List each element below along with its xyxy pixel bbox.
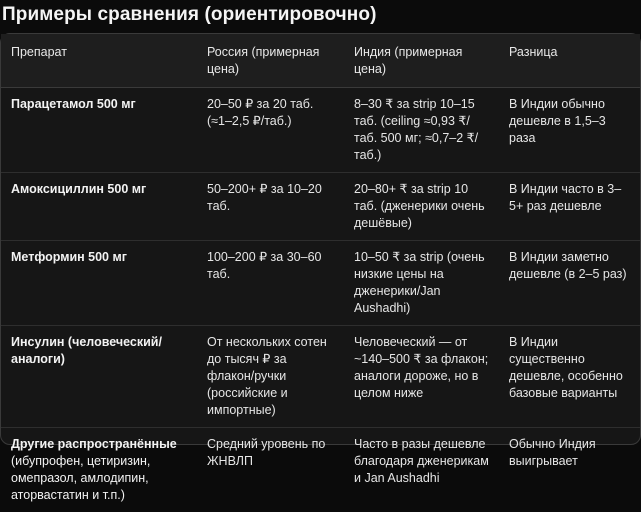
cell-drug bbox=[1, 326, 197, 428]
drug-name: Парацетамол 500 мг bbox=[11, 97, 136, 111]
table-row bbox=[1, 173, 640, 241]
cell-difference: В Индии заметно дешевле (в 2–5 раз) bbox=[499, 241, 640, 326]
cell-russia: 50–200+ ₽ за 10–20 таб. bbox=[197, 173, 344, 241]
cell-india: Человеческий — от ~140–500 ₹ за флакон; аналоги дороже, но в целом ниже bbox=[344, 326, 499, 428]
header-drug: Препарат bbox=[1, 34, 197, 88]
cell-difference: В Индии обычно дешевле в 1,5–3 раза bbox=[499, 88, 640, 173]
cell-difference: В Индии существенно дешевле, особенно базовые варианты bbox=[499, 326, 640, 428]
comparison-table-container bbox=[0, 33, 641, 445]
header-india: Индия (примерная цена) bbox=[344, 34, 499, 88]
table-header-row bbox=[1, 34, 640, 88]
cell-drug bbox=[1, 428, 197, 512]
cell-india: 10–50 ₹ за strip (очень низкие цены на дженерики/Jan Aushadhi) bbox=[344, 241, 499, 326]
header-russia: Россия (примерная цена) bbox=[197, 34, 344, 88]
drug-name: Другие распространённые bbox=[11, 437, 177, 451]
table-row bbox=[1, 88, 640, 173]
cell-russia: 100–200 ₽ за 30–60 таб. bbox=[197, 241, 344, 326]
drug-name: Инсулин (человеческий/аналоги) bbox=[11, 335, 162, 366]
cell-drug bbox=[1, 173, 197, 241]
header-difference: Разница bbox=[499, 34, 640, 88]
cell-drug bbox=[1, 241, 197, 326]
cell-india: 20–80+ ₹ за strip 10 таб. (дженерики очень дешёвые) bbox=[344, 173, 499, 241]
cell-difference: В Индии часто в 3–5+ раз дешевле bbox=[499, 173, 640, 241]
table-row bbox=[1, 428, 640, 512]
cell-india: Часто в разы дешевле благодаря дженерикам и Jan Aushadhi bbox=[344, 428, 499, 512]
cell-russia: Средний уровень по ЖНВЛП bbox=[197, 428, 344, 512]
cell-india: 8–30 ₹ за strip 10–15 таб. (ceiling ≈0,93 ₹/таб. 500 мг; ≈0,7–2 ₹/таб.) bbox=[344, 88, 499, 173]
drug-name: Метформин 500 мг bbox=[11, 250, 127, 264]
drug-examples: (ибупрофен, цетиризин, омепразол, амлодипин, аторвастатин и т.п.) bbox=[11, 453, 187, 504]
cell-drug bbox=[1, 88, 197, 173]
cell-russia: От нескольких сотен до тысяч ₽ за флакон/ручки (российские и импортные) bbox=[197, 326, 344, 428]
drug-name: Амоксициллин 500 мг bbox=[11, 182, 146, 196]
table-row bbox=[1, 326, 640, 428]
page-title: Примеры сравнения (ориентировочно) bbox=[2, 4, 377, 26]
cell-difference: Обычно Индия выигрывает bbox=[499, 428, 640, 512]
table-row bbox=[1, 241, 640, 326]
cell-russia: 20–50 ₽ за 20 таб. (≈1–2,5 ₽/таб.) bbox=[197, 88, 344, 173]
comparison-table bbox=[1, 34, 640, 512]
